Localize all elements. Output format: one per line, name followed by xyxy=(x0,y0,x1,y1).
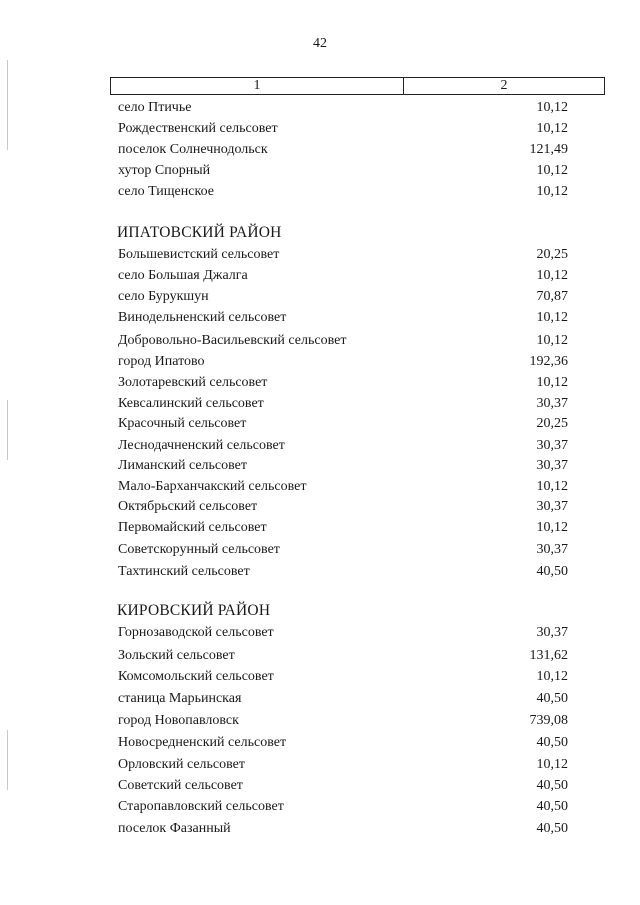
row-name: Советскорунный сельсовет xyxy=(118,542,280,557)
row-name: Новосредненский сельсовет xyxy=(118,735,287,750)
page-number: 42 xyxy=(313,36,327,51)
table-row xyxy=(118,689,568,709)
row-value: 40,50 xyxy=(536,799,568,814)
row-name: Первомайский сельсовет xyxy=(118,520,267,535)
row-value: 40,50 xyxy=(536,735,568,750)
row-value: 30,37 xyxy=(536,625,568,640)
row-value: 20,25 xyxy=(536,247,568,262)
table-row xyxy=(118,161,568,181)
row-value: 40,50 xyxy=(536,691,568,706)
row-name: хутор Спорный xyxy=(118,163,211,178)
row-value: 30,37 xyxy=(536,396,568,411)
table-row xyxy=(118,646,568,666)
scan-edge-mark xyxy=(7,730,8,790)
table-row xyxy=(118,776,568,796)
row-value: 10,12 xyxy=(536,100,568,115)
row-value: 30,37 xyxy=(536,438,568,453)
row-value: 121,49 xyxy=(529,142,568,157)
table-row xyxy=(118,373,568,393)
table-row xyxy=(118,287,568,307)
row-name: село Тищенское xyxy=(118,184,214,199)
scan-edge-mark xyxy=(7,400,8,460)
row-value: 30,37 xyxy=(536,499,568,514)
row-value: 10,12 xyxy=(536,669,568,684)
row-name: Старопавловский сельсовет xyxy=(118,799,284,814)
row-name: Комсомольский сельсовет xyxy=(118,669,274,684)
row-name: Кевсалинский сельсовет xyxy=(118,396,264,411)
table-row xyxy=(118,518,568,538)
row-name: Горнозаводской сельсовет xyxy=(118,625,274,640)
table-row xyxy=(118,711,568,731)
table-row xyxy=(118,308,568,328)
table-row xyxy=(118,98,568,118)
row-value: 40,50 xyxy=(536,821,568,836)
table-row xyxy=(118,245,568,265)
row-value: 30,37 xyxy=(536,458,568,473)
row-name: Советский сельсовет xyxy=(118,778,243,793)
table-row xyxy=(118,414,568,434)
row-name: Мало-Барханчакский сельсовет xyxy=(118,479,307,494)
row-name: станица Марьинская xyxy=(118,691,242,706)
table-row xyxy=(118,182,568,202)
row-value: 10,12 xyxy=(536,121,568,136)
table-row xyxy=(118,456,568,476)
row-name: Леснодачненский сельсовет xyxy=(118,438,285,453)
table-row xyxy=(118,497,568,517)
row-value: 10,12 xyxy=(536,333,568,348)
row-name: поселок Солнечнодольск xyxy=(118,142,268,157)
table-row xyxy=(118,733,568,753)
row-value: 10,12 xyxy=(536,520,568,535)
row-value: 192,36 xyxy=(529,354,568,369)
row-name: поселок Фазанный xyxy=(118,821,231,836)
column-header-1: 1 xyxy=(111,78,404,94)
row-name: Винодельненский сельсовет xyxy=(118,310,287,325)
row-name: Рождественский сельсовет xyxy=(118,121,278,136)
row-value: 131,62 xyxy=(529,648,568,663)
row-name: село Птичье xyxy=(118,100,192,115)
row-name: Большевистский сельсовет xyxy=(118,247,280,262)
row-name: город Ипатово xyxy=(118,354,205,369)
table-row xyxy=(118,331,568,351)
row-name: Золотаревский сельсовет xyxy=(118,375,268,390)
row-name: Зольский сельсовет xyxy=(118,648,235,663)
row-value: 10,12 xyxy=(536,268,568,283)
table-row xyxy=(118,352,568,372)
table-row xyxy=(118,755,568,775)
row-value: 739,08 xyxy=(529,713,568,728)
row-value: 10,12 xyxy=(536,375,568,390)
row-value: 40,50 xyxy=(536,564,568,579)
row-value: 40,50 xyxy=(536,778,568,793)
row-name: село Большая Джалга xyxy=(118,268,248,283)
table-row xyxy=(118,119,568,139)
row-name: Лиманский сельсовет xyxy=(118,458,248,473)
row-name: Тахтинский сельсовет xyxy=(118,564,250,579)
row-name: Красочный сельсовет xyxy=(118,416,247,431)
scan-edge-mark xyxy=(7,60,8,150)
table-row xyxy=(118,797,568,817)
row-name: Октябрьский сельсовет xyxy=(118,499,258,514)
row-value: 70,87 xyxy=(536,289,568,304)
row-value: 10,12 xyxy=(536,757,568,772)
table-row xyxy=(118,140,568,160)
table-row xyxy=(118,667,568,687)
row-value: 30,37 xyxy=(536,542,568,557)
row-name: село Бурукшун xyxy=(118,289,209,304)
row-name: Добровольно-Васильевский сельсовет xyxy=(118,333,347,348)
row-value: 10,12 xyxy=(536,310,568,325)
row-value: 10,12 xyxy=(536,479,568,494)
table-row xyxy=(118,436,568,456)
table-row xyxy=(118,819,568,839)
table-header xyxy=(110,77,605,95)
table-row xyxy=(118,477,568,497)
row-value: 20,25 xyxy=(536,416,568,431)
row-name: город Новопавловск xyxy=(118,713,239,728)
row-value: 10,12 xyxy=(536,184,568,199)
row-value: 10,12 xyxy=(536,163,568,178)
section-title-kirovsky: КИРОВСКИЙ РАЙОН xyxy=(117,602,271,619)
table-row xyxy=(118,266,568,286)
table-row xyxy=(118,562,568,582)
column-header-2: 2 xyxy=(500,78,508,93)
section-title-ipatovsky: ИПАТОВСКИЙ РАЙОН xyxy=(117,224,282,241)
table-row xyxy=(118,394,568,414)
table-row xyxy=(118,623,568,643)
table-row xyxy=(118,540,568,560)
row-name: Орловский сельсовет xyxy=(118,757,245,772)
